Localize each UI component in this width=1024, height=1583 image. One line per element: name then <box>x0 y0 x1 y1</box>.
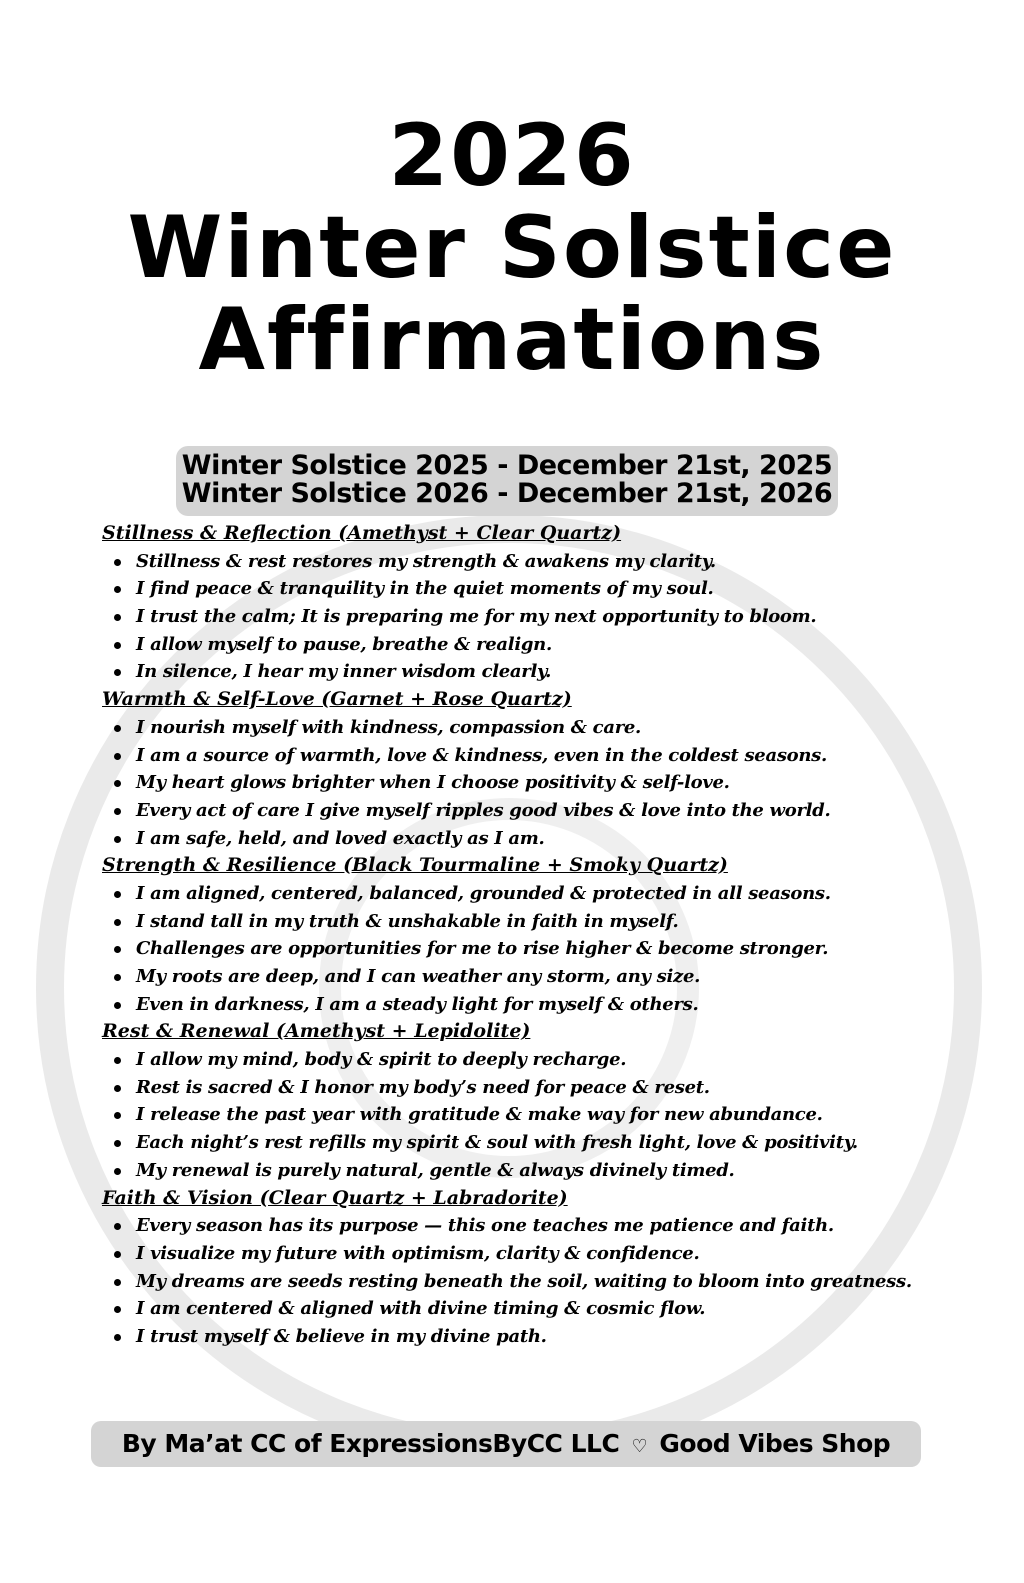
affirmation-item: Each night’s rest refills my spirit & soul with fresh light, love & positivity. <box>102 1129 972 1157</box>
section-heading: Strength & Resilience (Black Tourmaline + Smoky Quartz) <box>102 854 728 877</box>
affirmation-item: I am safe, held, and loved exactly as I am. <box>102 825 972 853</box>
title-main: Winter Solstice <box>127 198 897 298</box>
affirmation-item: I release the past year with gratitude & make way for new abundance. <box>102 1101 972 1129</box>
affirmation-item: My dreams are seeds resting beneath the soil, waiting to bloom into greatness. <box>102 1268 972 1296</box>
footer-author: By Ma’at CC of ExpressionsByCC LLC <box>121 1429 620 1458</box>
affirmation-item: I find peace & tranquility in the quiet moments of my soul. <box>102 575 972 603</box>
affirmation-item: I am aligned, centered, balanced, grounded & protected in all seasons. <box>102 880 972 908</box>
affirmation-item: I trust the calm; It is preparing me for my next opportunity to bloom. <box>102 603 972 631</box>
page-title <box>0 106 1024 390</box>
section-warmth <box>102 686 972 852</box>
affirmation-item: I allow my mind, body & spirit to deeply recharge. <box>102 1046 972 1074</box>
affirmation-item: I am a source of warmth, love & kindness, even in the coldest seasons. <box>102 742 972 770</box>
affirmation-item: My heart glows brighter when I choose positivity & self-love. <box>102 769 972 797</box>
affirmation-item: Even in darkness, I am a steady light for myself & others. <box>102 991 972 1019</box>
affirmation-item: Rest is sacred & I honor my body’s need for peace & reset. <box>102 1074 972 1102</box>
section-stillness <box>102 520 972 686</box>
section-heading: Faith & Vision (Clear Quartz + Labradorite) <box>102 1186 568 1209</box>
footer-shop: Good Vibes Shop <box>659 1429 891 1458</box>
affirmation-item: My roots are deep, and I can weather any storm, any size. <box>102 963 972 991</box>
date-line-2026: Winter Solstice 2026 - December 21st, 2026 <box>181 478 833 509</box>
affirmation-list <box>102 1046 972 1184</box>
affirmation-item: In silence, I hear my inner wisdom clearly. <box>102 658 972 686</box>
affirmation-item: My renewal is purely natural, gentle & always divinely timed. <box>102 1157 972 1185</box>
heart-icon: ♡ <box>631 1436 648 1457</box>
affirmations-content <box>102 520 972 1351</box>
section-heading: Warmth & Self-Love (Garnet + Rose Quartz) <box>102 688 572 711</box>
affirmation-list <box>102 714 972 852</box>
affirmation-item: Every act of care I give myself ripples good vibes & love into the world. <box>102 797 972 825</box>
affirmation-item: I stand tall in my truth & unshakable in faith in myself. <box>102 908 972 936</box>
section-rest <box>102 1018 972 1184</box>
affirmation-item: Challenges are opportunities for me to rise higher & become stronger. <box>102 935 972 963</box>
affirmation-list <box>102 548 972 686</box>
section-heading: Rest & Renewal (Amethyst + Lepidolite) <box>102 1020 531 1043</box>
footer-credit <box>91 1421 921 1467</box>
affirmation-item: I trust myself & believe in my divine path. <box>102 1323 972 1351</box>
title-year: 2026 <box>388 106 636 206</box>
section-faith <box>102 1185 972 1351</box>
affirmation-item: Every season has its purpose — this one teaches me patience and faith. <box>102 1212 972 1240</box>
section-heading: Stillness & Reflection (Amethyst + Clear Quartz) <box>102 522 622 544</box>
affirmation-item: I am centered & aligned with divine timing & cosmic flow. <box>102 1295 972 1323</box>
affirmation-item: I nourish myself with kindness, compassion & care. <box>102 714 972 742</box>
section-strength <box>102 852 972 1018</box>
affirmation-list <box>102 1212 972 1350</box>
dates-box <box>176 446 838 516</box>
affirmation-item: Stillness & rest restores my strength & awakens my clarity. <box>102 548 972 576</box>
title-sub: Affirmations <box>198 290 826 390</box>
affirmation-item: I visualize my future with optimism, clarity & confidence. <box>102 1240 972 1268</box>
affirmation-list <box>102 880 972 1018</box>
date-line-2025: Winter Solstice 2025 - December 21st, 2025 <box>181 450 833 481</box>
affirmation-item: I allow myself to pause, breathe & realign. <box>102 631 972 659</box>
